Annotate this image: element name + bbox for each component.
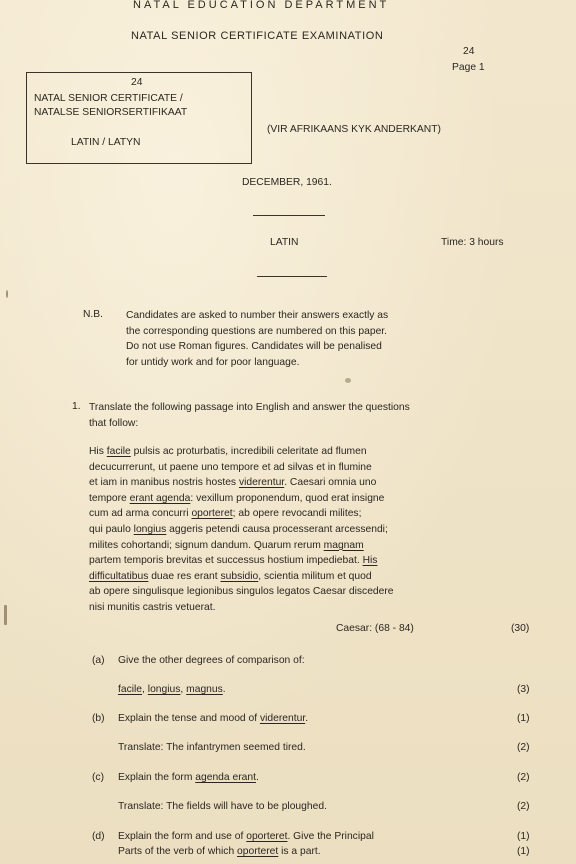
part-marks: (2) [517,772,530,783]
paper-stain [4,605,7,625]
nb-line: for untidy work and for poor language. [126,356,300,368]
part-text: Translate: The infantrymen seemed tired. [118,742,306,753]
part-label: (b) [92,713,105,724]
part-label: (c) [92,772,105,783]
part-text: facile, longius, magnus. [118,684,226,695]
time-allowed: Time: 3 hours [441,237,504,248]
underlined-word: facile [118,684,143,695]
passage-line: cum ad arma concurri oporteret; ab opere revocandi milites; [89,508,362,520]
passage-line: tempore erant agenda: vexillum proponendum, quod erat insigne [89,492,385,504]
divider-rule [253,215,325,216]
passage-line: et iam in manibus nostris hostes viderentur. Caesari omnia uno [89,477,377,489]
underlined-word: oporteret [237,846,279,857]
passage-source: Caesar: (68 - 84) [336,623,414,634]
part-marks: (2) [517,742,530,753]
exam-date: DECEMBER, 1961. [242,177,332,188]
part-text: Explain the form agenda erant. [118,772,259,783]
part-text: Translate: The fields will have to be ploughed. [118,801,327,812]
nb-label: N.B. [83,309,104,320]
underlined-word: viderentur [238,477,285,489]
passage-line: decucurrerunt, ut paene uno tempore et ad silvas et in flumine [89,461,372,473]
part-marks: (2) [517,801,530,812]
passage-line: milites cohortandi; signum dandum. Quarum rerum magnam [89,539,364,551]
afrikaans-note: (VIR AFRIKAANS KYK ANDERKANT) [267,124,441,135]
passage-line: partem temporis brevitas et successus hostium impediebat. His [89,555,378,567]
exam-heading: NATAL SENIOR CERTIFICATE EXAMINATION [131,30,384,42]
underlined-word: difficultatibus [89,570,149,582]
paper-code: 24 [463,46,475,57]
underlined-word: magnus [186,684,223,695]
box-subject: LATIN / LATYN [71,137,141,148]
passage-line: nisi munitis castris vetuerat. [89,601,216,613]
passage-line: difficultatibus duae res erant subsidio, scientia militum et quod [89,570,372,582]
underlined-word: oporteret [246,831,288,842]
underlined-word: oporteret [191,508,233,520]
part-marks: (1) [517,713,530,724]
underlined-word: erant agenda [129,492,191,504]
page-number: Page 1 [452,62,485,73]
passage-line: ab opere singulisque legionibus singulos legatos Caesar discedere [89,586,394,598]
box-line-2: NATALSE SENIORSERTIFIKAAT [34,107,188,118]
question-number: 1. [72,401,81,412]
paper-stain [6,290,8,298]
underlined-word: subsidio [220,570,259,582]
subject-title: LATIN [270,237,299,248]
underlined-word: agenda erant [195,772,256,783]
part-text: Give the other degrees of comparison of: [118,655,305,666]
underlined-word: viderentur [259,713,306,724]
divider-rule [257,276,327,277]
instruction-line: Translate the following passage into English and answer the questions [89,402,410,413]
box-code: 24 [131,77,143,88]
nb-text [126,308,388,370]
latin-passage [89,444,394,616]
paper-stain [345,378,351,383]
box-line-1: NATAL SENIOR CERTIFICATE / [34,93,183,104]
part-label: (d) [92,831,105,842]
underlined-word: longius [147,684,181,695]
part-text: Parts of the verb of which oporteret is a part. [118,846,321,857]
underlined-word: His [362,555,378,567]
part-label: (a) [92,655,105,666]
part-marks: (1) [517,846,530,857]
nb-line: the corresponding questions are numbered on this paper. [126,325,388,337]
underlined-word: facile [106,446,131,457]
passage-line: His facile pulsis ac proturbatis, incredibili celeritate ad flumen [89,446,367,457]
department-heading: NATAL EDUCATION DEPARTMENT [133,0,390,11]
part-marks: (1) [517,831,530,842]
part-text: Explain the tense and mood of viderentur. [118,713,309,724]
instruction-line: that follow: [89,417,139,429]
underlined-word: magnam [323,539,364,551]
underlined-word: longius [133,523,167,535]
passage-line: qui paulo longius aggeris petendi causa processerant arcessendi; [89,523,388,535]
passage-marks: (30) [511,623,530,634]
nb-line: Candidates are asked to number their answers exactly as [126,310,389,321]
part-text: Explain the form and use of oporteret. Give the Principal [118,831,374,842]
part-marks: (3) [517,684,530,695]
question-instruction [89,400,410,431]
nb-line: Do not use Roman figures. Candidates will be penalised [126,341,382,353]
